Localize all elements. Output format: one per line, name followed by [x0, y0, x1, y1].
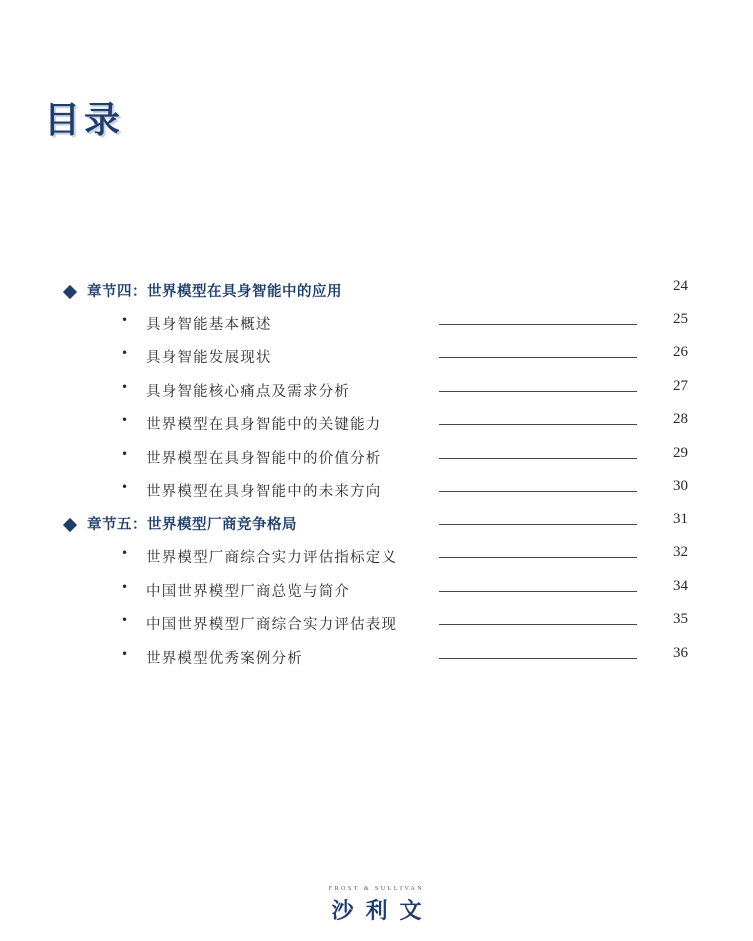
diamond-bullet-icon: [63, 518, 77, 532]
dot-bullet-icon: •: [121, 546, 129, 560]
frost-sullivan-logo: [0, 886, 753, 925]
toc-item[interactable]: [0, 380, 753, 404]
dot-bullet-icon: •: [121, 580, 129, 594]
toc-item-label: 世界模型在具身智能中的关键能力: [146, 417, 382, 433]
page-number: 28: [673, 411, 688, 427]
page-number: 35: [673, 611, 688, 627]
toc-item[interactable]: [0, 413, 753, 437]
toc-item-label: 世界模型厂商综合实力评估指标定义: [146, 550, 398, 566]
page-number: 27: [673, 378, 688, 394]
leader-line: [439, 491, 637, 492]
leader-line: [439, 357, 637, 358]
toc-item[interactable]: [0, 447, 753, 471]
dot-bullet-icon: •: [121, 647, 129, 661]
page-number: 32: [673, 544, 688, 560]
leader-line: [439, 458, 637, 459]
toc-item-label: 具身智能核心痛点及需求分析: [146, 384, 351, 400]
toc-item[interactable]: [0, 647, 753, 671]
dot-bullet-icon: •: [121, 413, 129, 427]
toc-item-label: 中国世界模型厂商综合实力评估表现: [146, 617, 398, 633]
toc-item-label: 世界模型在具身智能中的价值分析: [146, 451, 382, 467]
diamond-bullet-icon: [63, 285, 77, 299]
leader-line: [439, 424, 637, 425]
dot-bullet-icon: •: [121, 380, 129, 394]
page-number: 31: [673, 511, 688, 527]
leader-line: [439, 391, 637, 392]
page-number: 26: [673, 344, 688, 360]
leader-line: [439, 624, 637, 625]
dot-bullet-icon: •: [121, 447, 129, 461]
logo-english-text: FROST & SULLIVAN: [328, 886, 425, 892]
leader-line: [439, 658, 637, 659]
dot-bullet-icon: •: [121, 613, 129, 627]
chapter-title: 章节四：世界模型在具身智能中的应用: [87, 283, 342, 300]
toc-chapter-5[interactable]: [0, 513, 753, 537]
toc-chapter-4[interactable]: [0, 280, 753, 304]
toc-item-label: 具身智能基本概述: [146, 317, 272, 333]
leader-line: [439, 524, 637, 525]
leader-line: [439, 591, 637, 592]
dot-bullet-icon: •: [121, 480, 129, 494]
page-number: 24: [673, 278, 688, 294]
page-number: 36: [673, 645, 688, 661]
toc-item[interactable]: [0, 480, 753, 504]
toc-item[interactable]: [0, 546, 753, 570]
page-number: 34: [673, 578, 688, 594]
logo-chinese-text: 沙利文: [331, 899, 434, 924]
toc-item-label: 世界模型优秀案例分析: [146, 651, 303, 667]
dot-bullet-icon: •: [121, 313, 129, 327]
page-number: 25: [673, 311, 688, 327]
toc-item[interactable]: [0, 613, 753, 637]
leader-line: [439, 324, 637, 325]
toc-item-label: 中国世界模型厂商总览与简介: [146, 584, 351, 600]
toc-item[interactable]: [0, 346, 753, 370]
toc-item[interactable]: [0, 580, 753, 604]
toc-item-label: 具身智能发展现状: [146, 350, 272, 366]
page-title: 目录: [44, 99, 125, 141]
dot-bullet-icon: •: [121, 346, 129, 360]
page-number: 30: [673, 478, 688, 494]
leader-line: [439, 557, 637, 558]
chapter-title: 章节五：世界模型厂商竞争格局: [87, 516, 297, 533]
page-number: 29: [673, 445, 688, 461]
toc-item[interactable]: [0, 313, 753, 337]
toc-item-label: 世界模型在具身智能中的未来方向: [146, 484, 382, 500]
